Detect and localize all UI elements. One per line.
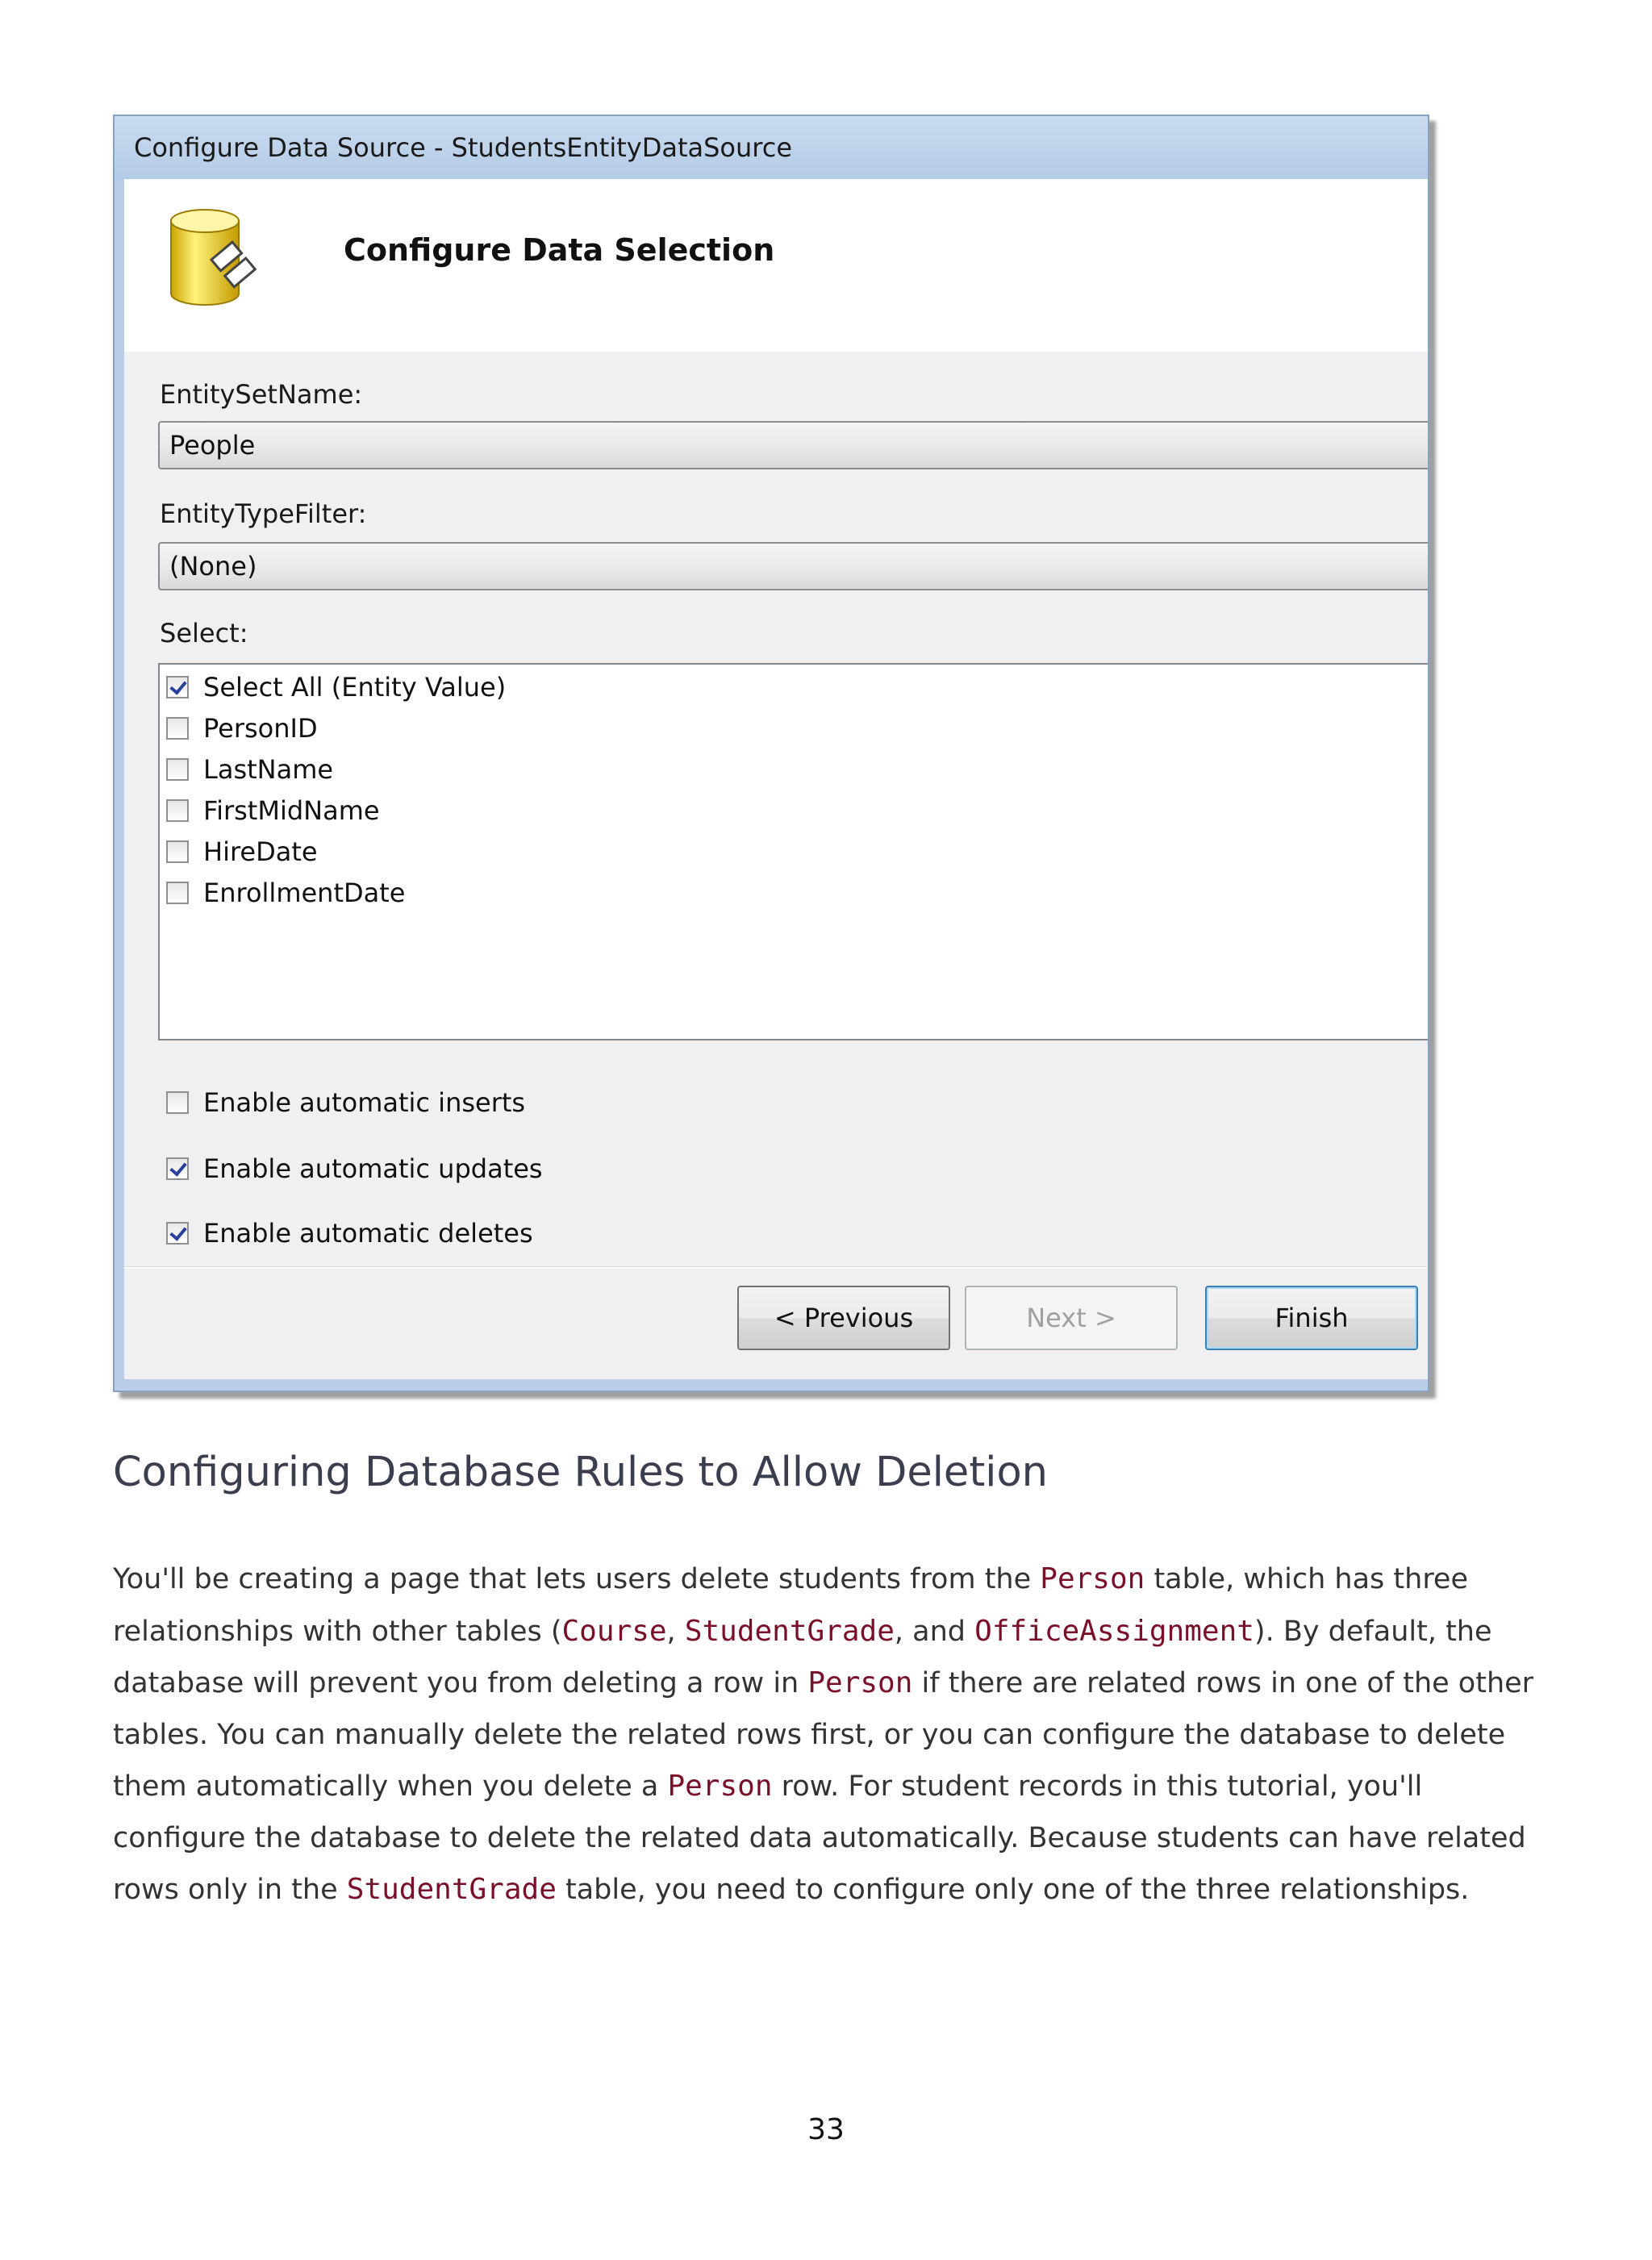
checkbox[interactable] [166,717,189,740]
paragraph-text: ). By default, the database will prevent you from deleting a row in [113,1615,1492,1699]
enable-inserts-option[interactable] [166,1087,525,1118]
list-item-label: PersonID [203,713,318,744]
select-fields-listbox[interactable] [158,663,1429,1040]
inline-code: OfficeAssignment [974,1614,1254,1648]
enable-updates-option[interactable] [166,1153,543,1184]
paragraph-text: row. For student records in this tutorial, you'll configure the database to delete the related data automatically. Because students can have related rows only in the [113,1770,1526,1906]
dialog-title: Configure Data Source - StudentsEntityDataSource [115,116,1428,179]
enable-deletes-option[interactable] [166,1218,533,1249]
paragraph-text: table, which has three relationships with other tables ( [113,1563,1469,1648]
next-button[interactable]: Next > [965,1286,1178,1350]
list-item[interactable] [166,874,405,912]
checkbox[interactable] [166,799,189,822]
configure-data-source-dialog [113,115,1429,1392]
checkbox[interactable] [166,676,189,698]
checkbox[interactable] [166,840,189,863]
page-number: 33 [807,2113,845,2146]
checkbox[interactable] [166,758,189,781]
inline-code: StudentGrade [346,1873,557,1906]
button-separator [124,1266,1428,1269]
list-item-label: LastName [203,754,334,785]
inline-code: Course [561,1614,667,1648]
list-item-label: Select All (Entity Value) [203,672,507,703]
inline-code: Person [1040,1562,1145,1595]
paragraph-text: You'll be creating a page that lets users delete students from the [113,1563,1041,1595]
body-paragraph [113,1553,1549,1916]
list-item-label: HireDate [203,836,318,867]
header-title: Configure Data Selection [344,232,775,268]
paragraph-text: table, you need to configure only one of the three relationships. [556,1874,1470,1906]
paragraph-text: if there are related rows in one of the other tables. You can manually delete the related rows first, or you can configure the database to delete them automatically when you delete a [113,1667,1534,1803]
entity-type-label: EntityTypeFilter: [160,498,367,529]
enable-deletes-label: Enable automatic deletes [203,1218,533,1249]
paragraph-text: , [666,1615,685,1648]
list-item-label: FirstMidName [203,795,380,826]
list-item[interactable] [166,709,318,748]
inline-code: Person [667,1770,773,1803]
list-item[interactable] [166,750,333,789]
enable-updates-label: Enable automatic updates [203,1153,543,1184]
section-heading: Configuring Database Rules to Allow Deletion [113,1449,1049,1496]
list-item[interactable] [166,832,318,871]
list-item-label: EnrollmentDate [203,878,406,908]
inline-code: Person [807,1666,913,1699]
dialog-frame-left [115,179,124,1391]
previous-button[interactable]: < Previous [737,1286,950,1350]
list-item[interactable] [166,668,506,707]
enable-deletes-checkbox[interactable] [166,1222,189,1245]
enable-inserts-label: Enable automatic inserts [203,1087,526,1118]
paragraph-text: , and [894,1615,975,1648]
select-label: Select: [160,618,248,648]
inline-code: StudentGrade [684,1614,895,1648]
dialog-frame-bottom [115,1379,1428,1391]
finish-button[interactable]: Finish [1205,1286,1418,1350]
entity-set-label: EntitySetName: [160,379,363,410]
list-item[interactable] [166,791,380,830]
dialog-header-panel [124,179,1428,352]
checkbox[interactable] [166,882,189,904]
database-icon [165,203,261,316]
enable-inserts-checkbox[interactable] [166,1091,189,1114]
enable-updates-checkbox[interactable] [166,1157,189,1180]
entity-type-combobox[interactable]: (None) [158,542,1429,590]
entity-set-combobox[interactable]: People [158,421,1429,469]
